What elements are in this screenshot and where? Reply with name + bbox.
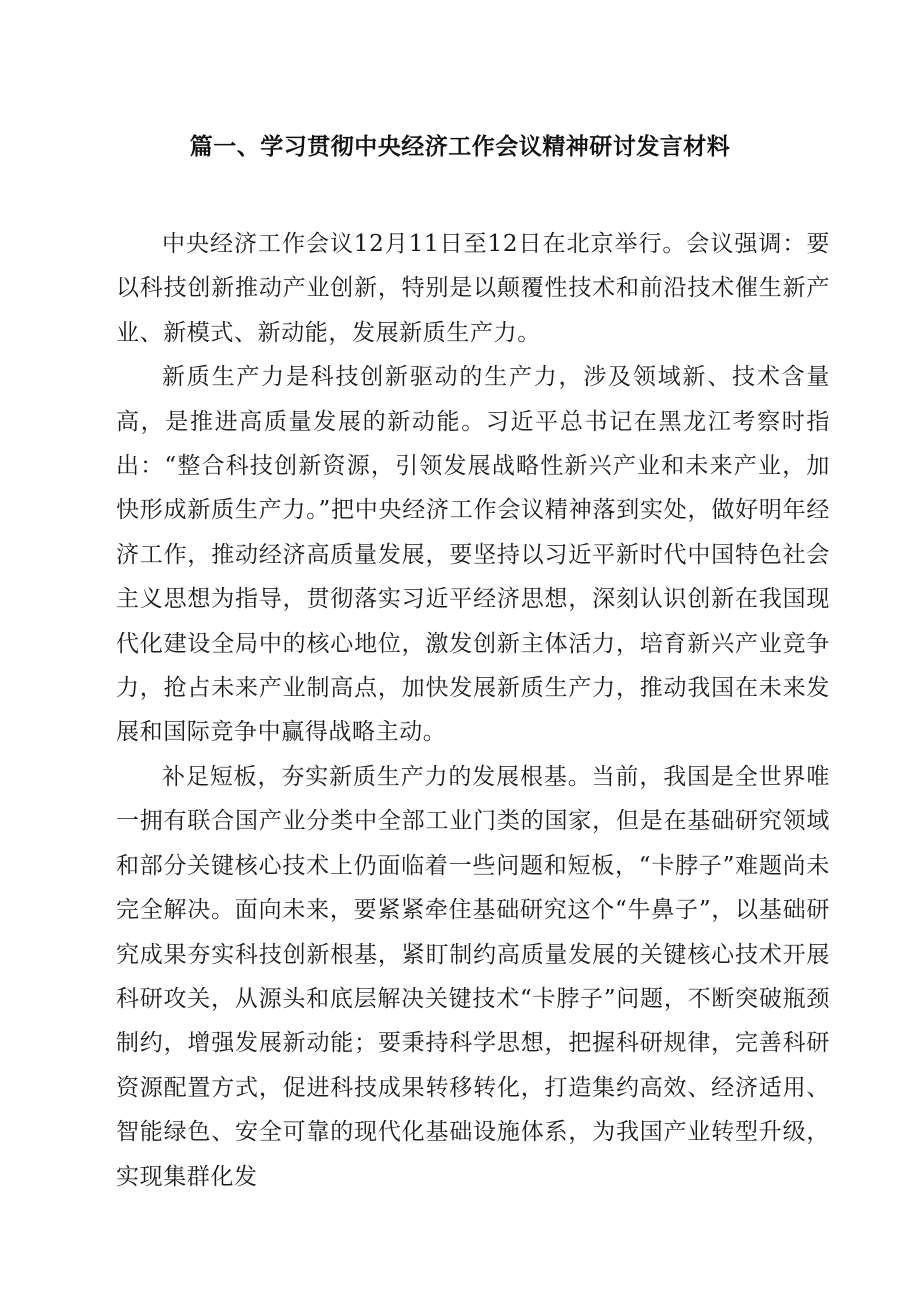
document-title: 篇一、学习贯彻中央经济工作会议精神研讨发言材料 bbox=[189, 134, 731, 160]
paragraph-1: 中央经济工作会议12月11日至12日在北京举行。会议强调：要以科技创新推动产业创新，特别是以颠覆性技术和前沿技术催生新产业、新模式、新动能，发展新质生产力。 bbox=[116, 231, 830, 346]
paragraph-3: 补足短板，夯实新质生产力的发展根基。当前，我国是全世界唯一拥有联合国产业分类中全部工业门类的国家，但是在基础研究领域和部分关键核心技术上仍面临着一些问题和短板，“卡脖子”难题尚未完全解决。面向未来，要紧紧牵住基础研究这个“牛鼻子”，以基础研究成果夯实科技创新根基，紧盯制约高质量发展的关键核心技术开展科研攻关，从源头和底层解决关键技术“卡脖子”问题，不断突破瓶颈制约，增强发展新动能；要秉持科学思想，把握科研规律，完善科研资源配置方式，促进科技成果转移转化，打造集约高效、经济适用、智能绿色、安全可靠的现代化基础设施体系，为我国产业转型升级，实现集群化发 bbox=[116, 763, 830, 1190]
paragraph-2: 新质生产力是科技创新驱动的生产力，涉及领域新、技术含量高，是推进高质量发展的新动能。习近平总书记在黑龙江考察时指出：“整合科技创新资源，引领发展战略性新兴产业和未来产业，加快形成新质生产力。”把中央经济工作会议精神落到实处，做好明年经济工作，推动经济高质量发展，要坚持以习近平新时代中国特色社会主义思想为指导，贯彻落实习近平经济思想，深刻认识创新在我国现代化建设全局中的核心地位，激发创新主体活力，培育新兴产业竞争力，抢占未来产业制高点，加快发展新质生产力，推动我国在未来发展和国际竞争中赢得战略主动。 bbox=[116, 364, 830, 746]
document-body bbox=[116, 222, 830, 1199]
